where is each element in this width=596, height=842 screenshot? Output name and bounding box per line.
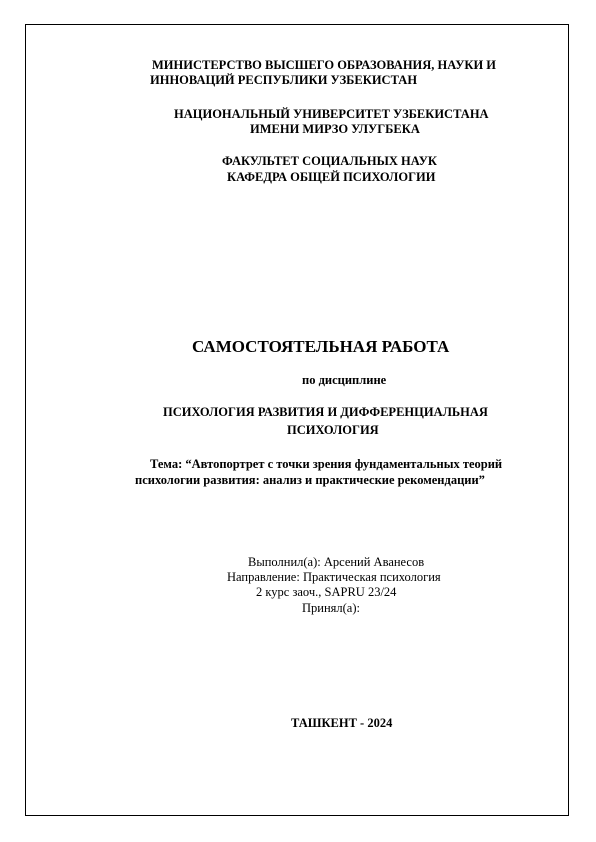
city-year: ТАШКЕНТ - 2024	[291, 716, 393, 730]
study-direction: Направление: Практическая психология	[227, 570, 441, 584]
work-type-title: САМОСТОЯТЕЛЬНАЯ РАБОТА	[192, 337, 450, 356]
discipline-line-2: ПСИХОЛОГИЯ	[287, 423, 379, 437]
department-name: КАФЕДРА ОБЩЕЙ ПСИХОЛОГИИ	[227, 170, 436, 184]
university-line-2: ИМЕНИ МИРЗО УЛУГБЕКА	[250, 122, 420, 136]
page-border	[25, 24, 569, 816]
topic-line-1: Тема: “Автопортрет с точки зрения фундаментальных теорий	[150, 457, 503, 471]
course-group: 2 курс заоч., SAPRU 23/24	[256, 585, 397, 599]
topic-line-2: психологии развития: анализ и практические рекомендации”	[135, 473, 485, 487]
ministry-line-1: МИНИСТЕРСТВО ВЫСШЕГО ОБРАЗОВАНИЯ, НАУКИ И	[152, 58, 497, 72]
ministry-line-2: ИННОВАЦИЙ РЕСПУБЛИКИ УЗБЕКИСТАН	[150, 73, 418, 87]
performed-by: Выполнил(а): Арсений Аванесов	[248, 555, 425, 569]
faculty-name: ФАКУЛЬТЕТ СОЦИАЛЬНЫХ НАУК	[222, 154, 437, 168]
university-line-1: НАЦИОНАЛЬНЫЙ УНИВЕРСИТЕТ УЗБЕКИСТАНА	[174, 107, 489, 121]
accepted-by: Принял(а):	[302, 601, 360, 615]
discipline-line-1: ПСИХОЛОГИЯ РАЗВИТИЯ И ДИФФЕРЕНЦИАЛЬНАЯ	[163, 405, 488, 419]
discipline-prefix: по дисциплине	[302, 373, 387, 387]
